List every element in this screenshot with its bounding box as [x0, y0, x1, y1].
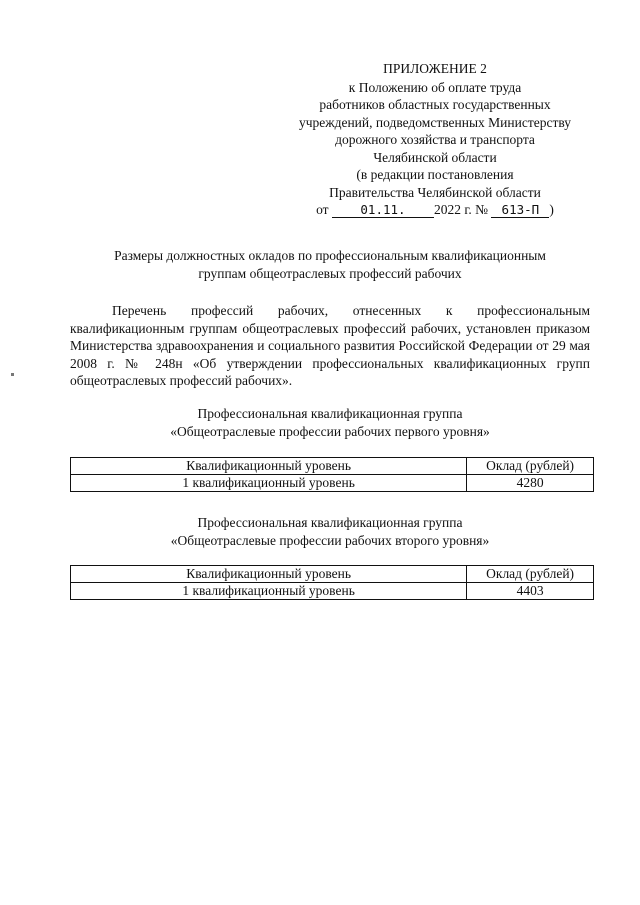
appendix-block — [250, 60, 620, 219]
scan-speck — [11, 373, 14, 376]
group-title-line: «Общеотраслевые профессии рабочих второго уровня» — [170, 532, 490, 548]
table-row — [71, 475, 594, 492]
table-cell: 4280 — [467, 475, 594, 492]
table-header-row — [71, 458, 594, 475]
group-title-second-level — [70, 514, 590, 549]
column-header: Оклад (рублей) — [467, 458, 594, 475]
resolution-date-field: 01.11. — [332, 202, 434, 218]
appendix-line: Челябинской области — [373, 149, 497, 165]
table-row — [71, 583, 594, 600]
table-cell: 1 квалификационный уровень — [71, 583, 467, 600]
appendix-line: дорожного хозяйства и транспорта — [335, 132, 535, 147]
salary-table-second-level — [70, 565, 594, 600]
appendix-line: (в редакции постановления — [356, 167, 514, 182]
date-prefix: от — [316, 202, 329, 217]
title-line: Размеры должностных окладов по профессиональным квалификационным — [114, 248, 546, 263]
document-title — [70, 247, 590, 282]
group-title-first-level — [70, 405, 590, 440]
appendix-line: к Положению об оплате труда — [348, 79, 522, 95]
closing-paren: ) — [549, 202, 554, 217]
column-header: Оклад (рублей) — [467, 566, 594, 583]
group-title-line: Профессиональная квалификационная группа — [197, 406, 463, 421]
appendix-line: учреждений, подведомственных Министерству — [298, 114, 572, 130]
table-cell: 4403 — [467, 583, 594, 600]
resolution-number-field: 613-П — [491, 202, 549, 218]
appendix-line: Правительства Челябинской области — [329, 184, 541, 200]
intro-paragraph: Перечень профессий рабочих, отнесенных к профессиональным квалификационным группам общеотраслевых профессий рабочих, установлен приказом Министерства здравоохранения и социального развития Российской Федерации от 29 мая 2008 г. № 248н «Об утверждении профессиональных квалификационных групп общеотраслевых профессий рабочих». — [70, 303, 590, 388]
table-cell: 1 квалификационный уровень — [71, 475, 467, 492]
appendix-heading: ПРИЛОЖЕНИЕ 2 — [383, 61, 487, 76]
group-title-line: «Общеотраслевые профессии рабочих первого уровня» — [170, 423, 490, 439]
group-title-line: Профессиональная квалификационная группа — [197, 515, 463, 530]
column-header: Квалификационный уровень — [71, 458, 467, 475]
table-header-row — [71, 566, 594, 583]
resolution-date-line — [250, 201, 620, 219]
year-text: 2022 г. № — [433, 202, 488, 217]
column-header: Квалификационный уровень — [71, 566, 467, 583]
salary-table-first-level — [70, 457, 594, 492]
appendix-line: работников областных государственных — [319, 97, 551, 112]
title-line: группам общеотраслевых профессий рабочих — [198, 265, 462, 281]
